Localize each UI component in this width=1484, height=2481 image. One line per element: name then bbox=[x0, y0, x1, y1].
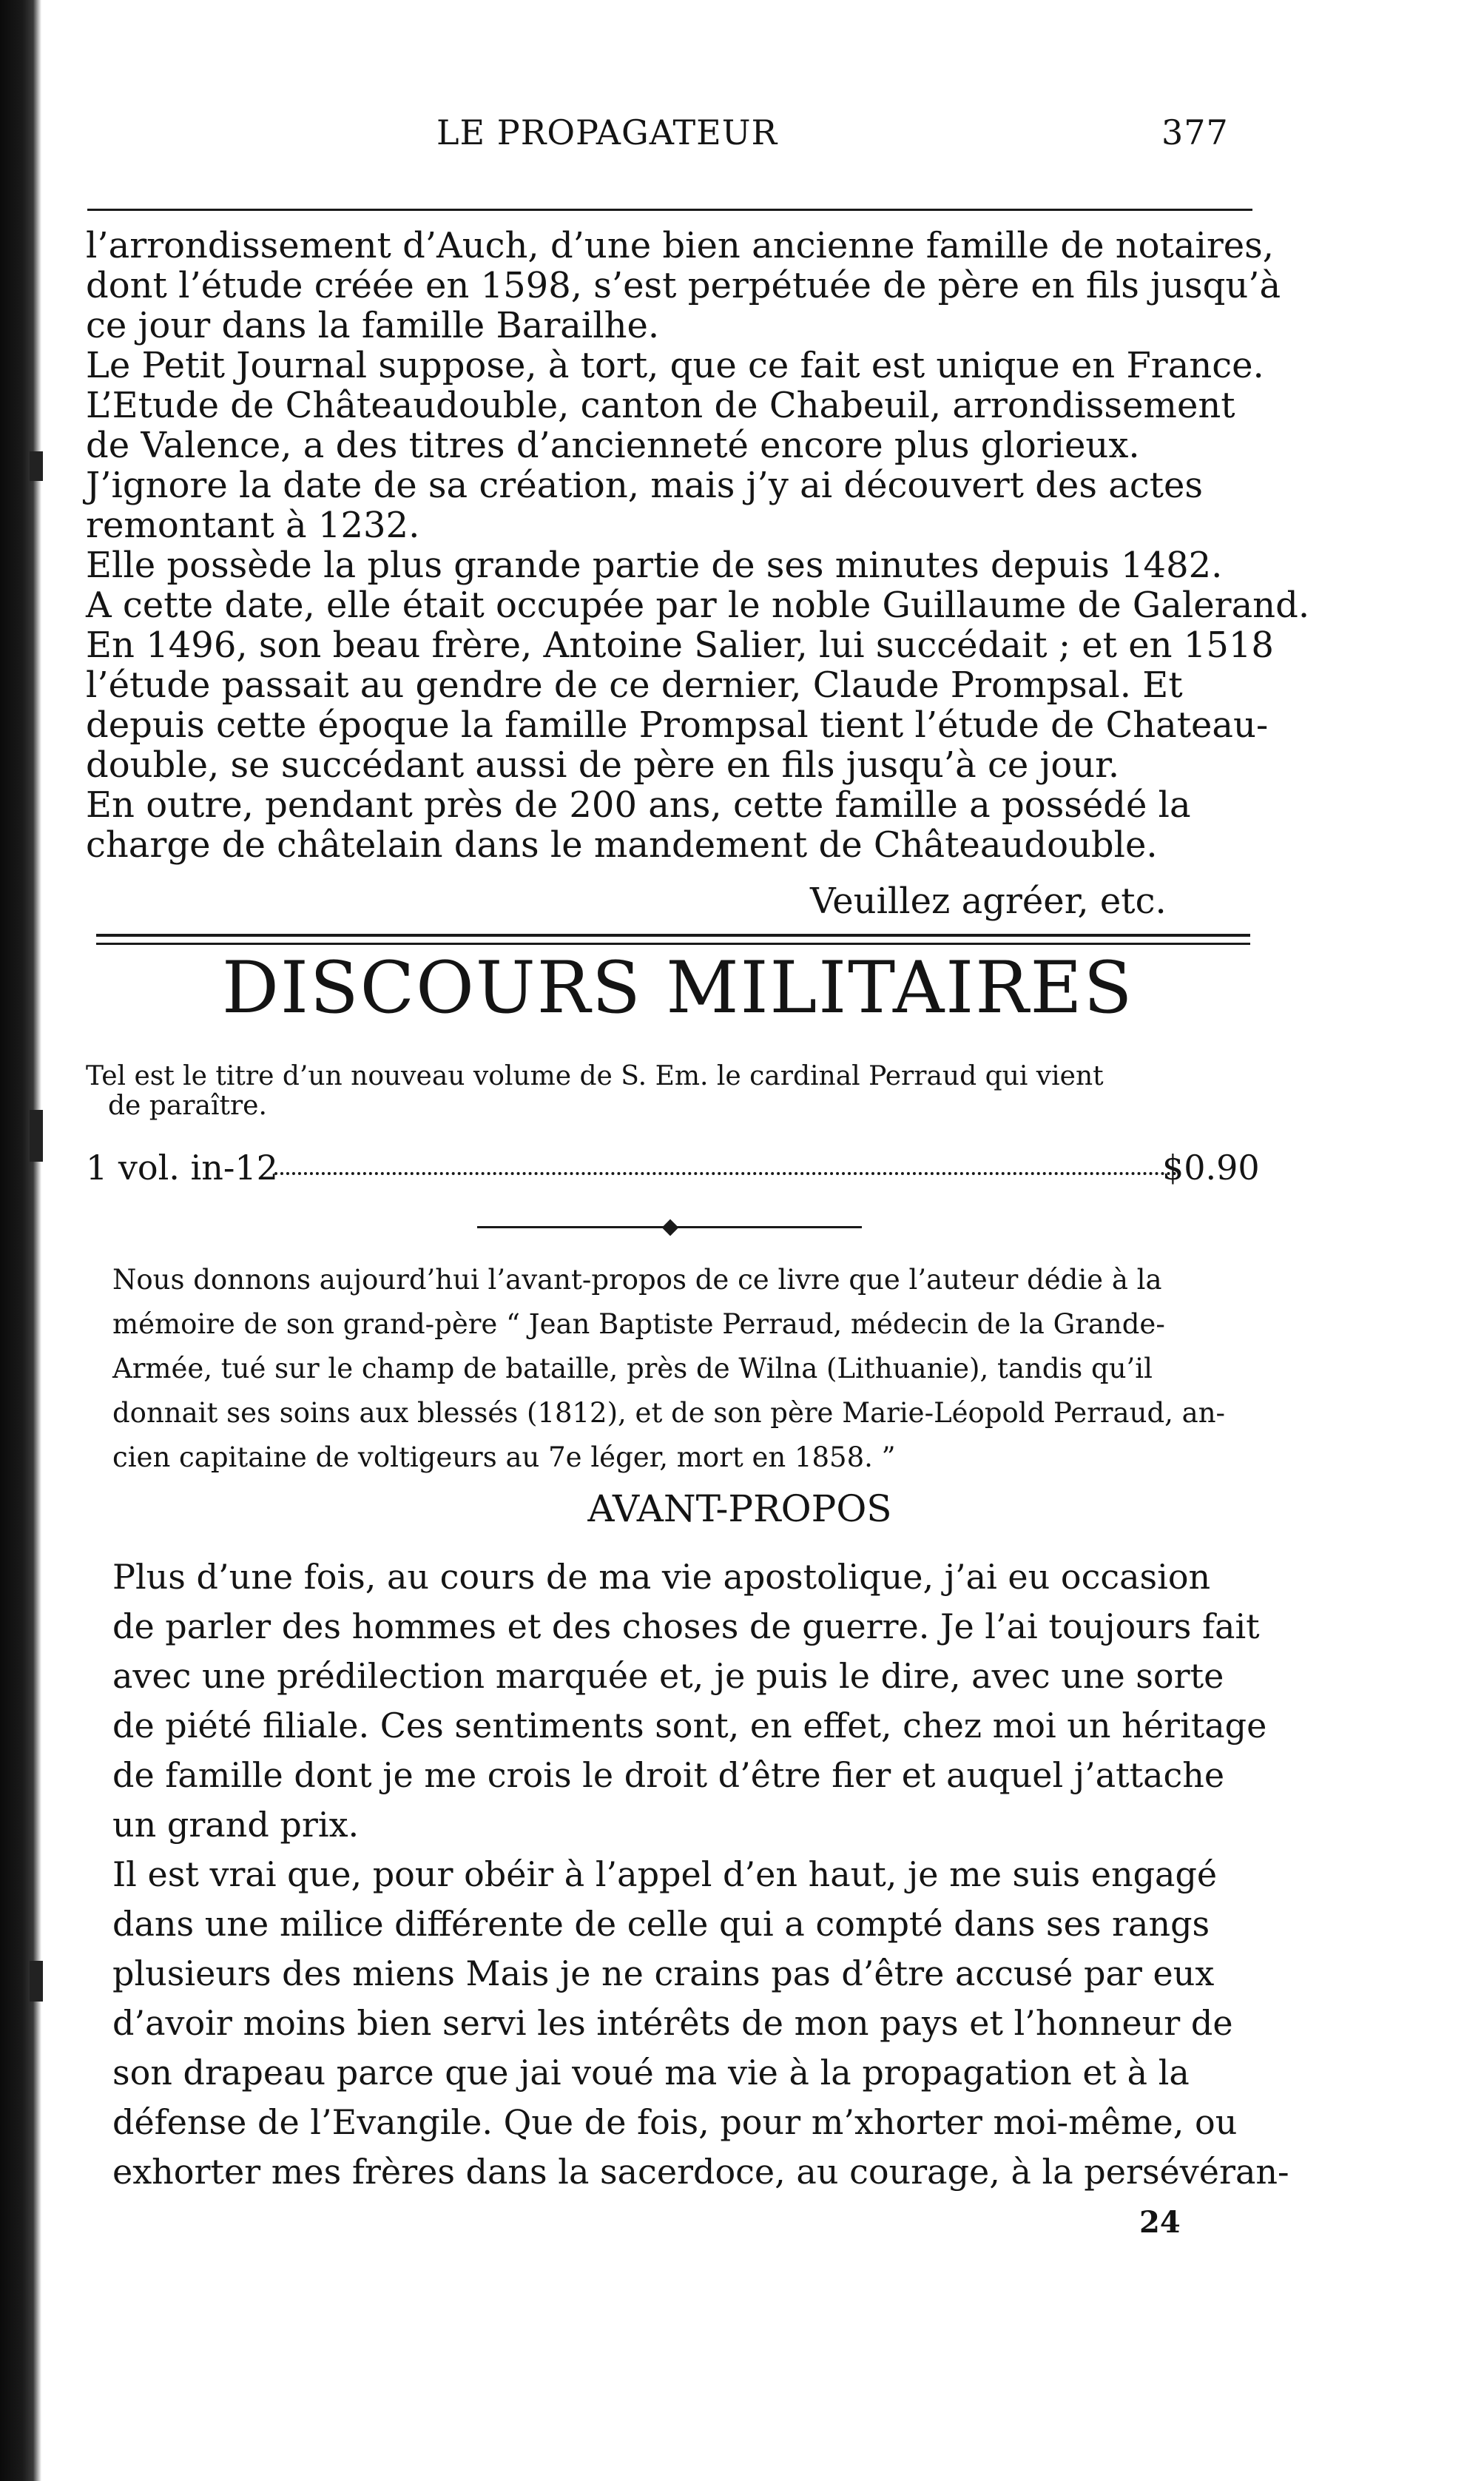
text-line: de paraître. bbox=[108, 1091, 267, 1121]
text-line: avec une prédilection marquée et, je puis le dire, avec une sorte bbox=[112, 1656, 1224, 1696]
header-rule bbox=[87, 209, 1252, 211]
section-heading: AVANT-PROPOS bbox=[587, 1487, 892, 1530]
book-spine-edge bbox=[0, 0, 41, 2481]
text-line: double, se succédant aussi de père en fils jusqu’à ce jour. bbox=[86, 744, 1120, 786]
text-line: Elle possède la plus grande partie de ses minutes depuis 1482. bbox=[86, 545, 1223, 586]
announcement-intro bbox=[86, 1062, 1104, 1121]
text-line: depuis cette époque la famille Prompsal tient l’étude de Chateau- bbox=[86, 704, 1269, 746]
text-line: dans une milice différente de celle qui a compté dans ses rangs bbox=[112, 1904, 1210, 1944]
text-line: son drapeau parce que jai voué ma vie à la propagation et à la bbox=[112, 2053, 1190, 2093]
text-line: cien capitaine de voltigeurs au 7e léger, mort en 1858. ” bbox=[112, 1441, 896, 1473]
text-line: donnait ses soins aux blessés (1812), et de son père Marie-Léopold Perraud, an- bbox=[112, 1397, 1226, 1429]
price: $0.90 bbox=[1162, 1148, 1260, 1188]
announcement-title: DISCOURS MILITAIRES bbox=[222, 946, 1134, 1029]
spine-speck bbox=[30, 1961, 43, 2002]
spine-speck bbox=[30, 1110, 43, 1162]
text-line: de famille dont je me crois le droit d’être fier et auquel j’attache bbox=[112, 1755, 1225, 1795]
double-rule-bottom bbox=[96, 943, 1250, 945]
text-line: Le Petit Journal suppose, à tort, que ce fait est unique en France. bbox=[86, 345, 1264, 386]
text-line: L’Etude de Châteaudouble, canton de Chabeuil, arrondissement bbox=[86, 385, 1235, 426]
double-rule-top bbox=[96, 934, 1250, 937]
text-line: charge de châtelain dans le mandement de Châteaudouble. bbox=[86, 824, 1158, 866]
text-line: l’étude passait au gendre de ce dernier, Claude Prompsal. Et bbox=[86, 664, 1183, 706]
text-line: de parler des hommes et des choses de guerre. Je l’ai toujours fait bbox=[112, 1606, 1260, 1646]
text-line: de Valence, a des titres d’ancienneté encore plus glorieux. bbox=[86, 425, 1140, 466]
avant-propos-text bbox=[112, 1552, 1289, 2197]
volume-label: 1 vol. in-12 bbox=[86, 1148, 278, 1188]
page-number: 377 bbox=[1161, 112, 1229, 152]
ornament-diamond-icon bbox=[662, 1219, 679, 1236]
editor-note bbox=[112, 1258, 1225, 1480]
text-line: En outre, pendant près de 200 ans, cette famille a possédé la bbox=[86, 784, 1191, 826]
text-line: exhorter mes frères dans la sacerdoce, au courage, à la persévéran- bbox=[112, 2152, 1289, 2192]
text-line: En 1496, son beau frère, Antoine Salier, lui succédait ; et en 1518 bbox=[86, 625, 1274, 666]
text-line: J’ignore la date de sa création, mais j’y ai découvert des actes bbox=[86, 465, 1204, 506]
text-line: l’arrondissement d’Auch, d’une bien ancienne famille de notaires, bbox=[86, 225, 1275, 266]
running-title: LE PROPAGATEUR bbox=[436, 112, 778, 152]
text-line: Armée, tué sur le champ de bataille, près de Wilna (Lithuanie), tandis qu’il bbox=[112, 1353, 1153, 1384]
text-line: remontant à 1232. bbox=[86, 505, 420, 546]
text-line: un grand prix. bbox=[112, 1805, 360, 1845]
text-line: d’avoir moins bien servi les intérêts de mon pays et l’honneur de bbox=[112, 2003, 1233, 2043]
signature-mark: 24 bbox=[1139, 2205, 1181, 2240]
text-line: Plus d’une fois, au cours de ma vie apostolique, j’ai eu occasion bbox=[112, 1557, 1211, 1597]
text-line: Tel est le titre d’un nouveau volume de S. Em. le cardinal Perraud qui vient bbox=[86, 1061, 1104, 1091]
spine-speck bbox=[30, 451, 43, 481]
volume-price-row bbox=[86, 1145, 1260, 1190]
text-line: de piété filiale. Ces sentiments sont, en effet, chez moi un héritage bbox=[112, 1706, 1267, 1746]
text-line: dont l’étude créée en 1598, s’est perpétuée de père en fils jusqu’à bbox=[86, 265, 1281, 306]
text-line: défense de l’Evangile. Que de fois, pour m’xhorter moi-même, ou bbox=[112, 2102, 1238, 2142]
text-line: ce jour dans la famille Barailhe. bbox=[86, 305, 660, 346]
leader-dots bbox=[274, 1172, 1177, 1175]
text-line: A cette date, elle était occupée par le noble Guillaume de Galerand. bbox=[86, 585, 1310, 626]
text-line: plusieurs des miens Mais je ne crains pas d’être accusé par eux bbox=[112, 1953, 1215, 1993]
text-line: Il est vrai que, pour obéir à l’appel d’en haut, je me suis engagé bbox=[112, 1854, 1218, 1894]
text-line: Nous donnons aujourd’hui l’avant-propos de ce livre que l’auteur dédie à la bbox=[112, 1264, 1162, 1296]
letter-closing: Veuillez agréer, etc. bbox=[810, 881, 1167, 922]
letter-text bbox=[86, 226, 1309, 865]
text-line: mémoire de son grand-père “ Jean Baptiste Perraud, médecin de la Grande- bbox=[112, 1308, 1165, 1340]
